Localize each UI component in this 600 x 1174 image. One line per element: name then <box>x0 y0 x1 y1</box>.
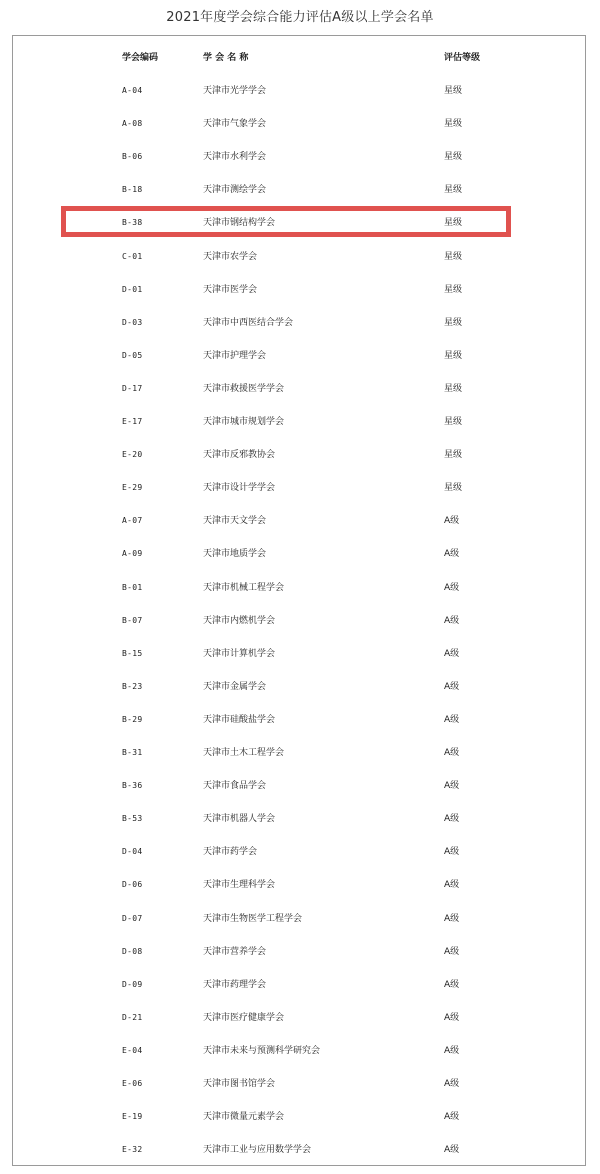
table-row <box>13 280 587 300</box>
row-name: 天津市计算机学会 <box>203 649 276 659</box>
row-code: A-09 <box>122 549 143 558</box>
table-row <box>13 346 587 366</box>
table-row <box>13 1008 587 1028</box>
row-name: 天津市护理学会 <box>203 351 267 361</box>
row-name: 天津市营养学会 <box>203 947 267 957</box>
row-code: D-01 <box>122 285 143 294</box>
row-name: 天津市钢结构学会 <box>203 218 276 228</box>
row-grade: A级 <box>444 1079 460 1089</box>
row-grade: A级 <box>444 516 460 526</box>
table-row <box>13 81 587 101</box>
table-row <box>13 147 587 167</box>
row-name: 天津市农学会 <box>203 252 258 262</box>
row-name: 天津市食品学会 <box>203 781 267 791</box>
row-code: E-04 <box>122 1046 143 1055</box>
table-row <box>13 842 587 862</box>
table-row <box>13 114 587 134</box>
row-name: 天津市反邪教协会 <box>203 450 276 460</box>
row-grade: 星级 <box>444 218 463 228</box>
row-code: D-03 <box>122 318 143 327</box>
row-grade: 星级 <box>444 384 463 394</box>
table-header <box>13 48 587 68</box>
table-row <box>13 379 587 399</box>
table-row <box>13 578 587 598</box>
row-name: 天津市机器人学会 <box>203 814 276 824</box>
row-code: D-07 <box>122 914 143 923</box>
row-code: A-04 <box>122 86 143 95</box>
row-grade: 星级 <box>444 351 463 361</box>
row-name: 天津市机械工程学会 <box>203 583 285 593</box>
row-grade: A级 <box>444 1145 460 1155</box>
table-row <box>13 710 587 730</box>
row-code: E-06 <box>122 1079 143 1088</box>
row-code: B-01 <box>122 583 143 592</box>
row-code: D-17 <box>122 384 143 393</box>
row-code: B-07 <box>122 616 143 625</box>
row-grade: A级 <box>444 715 460 725</box>
row-name: 天津市工业与应用数学学会 <box>203 1145 312 1155</box>
row-name: 天津市中西医结合学会 <box>203 318 294 328</box>
table-row <box>13 180 587 200</box>
row-name: 天津市微量元素学会 <box>203 1112 285 1122</box>
row-code: D-09 <box>122 980 143 989</box>
table-row <box>13 445 587 465</box>
table-row <box>13 1140 587 1160</box>
row-name: 天津市土木工程学会 <box>203 748 285 758</box>
row-grade: 星级 <box>444 252 463 262</box>
row-code: B-31 <box>122 748 143 757</box>
row-grade: A级 <box>444 616 460 626</box>
row-code: D-21 <box>122 1013 143 1022</box>
header-grade: 评估等级 <box>444 53 481 63</box>
row-grade: A级 <box>444 814 460 824</box>
row-code: D-08 <box>122 947 143 956</box>
row-code: D-04 <box>122 847 143 856</box>
row-name: 天津市未来与预测科学研究会 <box>203 1046 321 1056</box>
row-name: 天津市内燃机学会 <box>203 616 276 626</box>
table-row <box>13 677 587 697</box>
table-row <box>13 1041 587 1061</box>
row-name: 天津市地质学会 <box>203 549 267 559</box>
row-code: B-18 <box>122 185 143 194</box>
row-name: 天津市医疗健康学会 <box>203 1013 285 1023</box>
table-row <box>13 313 587 333</box>
table-row <box>13 875 587 895</box>
row-grade: A级 <box>444 980 460 990</box>
row-code: E-32 <box>122 1145 143 1154</box>
row-grade: A级 <box>444 682 460 692</box>
row-code: E-20 <box>122 450 143 459</box>
row-code: B-29 <box>122 715 143 724</box>
row-grade: A级 <box>444 947 460 957</box>
row-grade: 星级 <box>444 450 463 460</box>
row-code: B-15 <box>122 649 143 658</box>
row-grade: 星级 <box>444 185 463 195</box>
row-name: 天津市光学学会 <box>203 86 267 96</box>
row-grade: 星级 <box>444 86 463 96</box>
table-row <box>13 511 587 531</box>
row-grade: 星级 <box>444 285 463 295</box>
row-code: B-23 <box>122 682 143 691</box>
row-code: B-06 <box>122 152 143 161</box>
row-name: 天津市天文学会 <box>203 516 267 526</box>
table-row <box>13 611 587 631</box>
row-grade: A级 <box>444 781 460 791</box>
table-row <box>13 743 587 763</box>
row-code: D-06 <box>122 880 143 889</box>
table-frame <box>12 35 586 1166</box>
row-grade: A级 <box>444 847 460 857</box>
row-name: 天津市城市规划学会 <box>203 417 285 427</box>
row-code: D-05 <box>122 351 143 360</box>
table-row <box>13 942 587 962</box>
row-code: A-08 <box>122 119 143 128</box>
row-code: E-29 <box>122 483 143 492</box>
row-name: 天津市金属学会 <box>203 682 267 692</box>
row-name: 天津市生理科学会 <box>203 880 276 890</box>
page-title: 2021年度学会综合能力评估A级以上学会名单 <box>166 10 434 25</box>
row-code: E-19 <box>122 1112 143 1121</box>
row-code: B-36 <box>122 781 143 790</box>
row-name: 天津市硅酸盐学会 <box>203 715 276 725</box>
row-grade: A级 <box>444 549 460 559</box>
row-grade: A级 <box>444 748 460 758</box>
table-row <box>13 776 587 796</box>
row-grade: A级 <box>444 1046 460 1056</box>
table-row <box>13 544 587 564</box>
row-grade: 星级 <box>444 152 463 162</box>
header-code: 学会编码 <box>122 53 159 63</box>
row-code: C-01 <box>122 252 143 261</box>
table-row <box>13 412 587 432</box>
table-row <box>13 809 587 829</box>
table-row <box>13 975 587 995</box>
row-name: 天津市水利学会 <box>203 152 267 162</box>
row-grade: 星级 <box>444 483 463 493</box>
row-grade: A级 <box>444 583 460 593</box>
table-row <box>13 909 587 929</box>
row-grade: A级 <box>444 880 460 890</box>
row-code: B-38 <box>122 218 143 227</box>
row-grade: A级 <box>444 649 460 659</box>
row-grade: A级 <box>444 914 460 924</box>
table-row <box>13 1074 587 1094</box>
row-name: 天津市药学会 <box>203 847 258 857</box>
row-name: 天津市测绘学会 <box>203 185 267 195</box>
row-grade: A级 <box>444 1013 460 1023</box>
row-name: 天津市药理学会 <box>203 980 267 990</box>
table-row <box>13 1107 587 1127</box>
row-code: A-07 <box>122 516 143 525</box>
table-row <box>13 247 587 267</box>
table-row <box>13 213 587 233</box>
row-name: 天津市气象学会 <box>203 119 267 129</box>
row-code: E-17 <box>122 417 143 426</box>
row-name: 天津市救援医学学会 <box>203 384 285 394</box>
row-grade: 星级 <box>444 119 463 129</box>
row-code: B-53 <box>122 814 143 823</box>
row-grade: 星级 <box>444 417 463 427</box>
header-name: 学 会 名 称 <box>203 53 249 63</box>
row-name: 天津市设计学学会 <box>203 483 276 493</box>
table-row <box>13 644 587 664</box>
row-grade: A级 <box>444 1112 460 1122</box>
row-grade: 星级 <box>444 318 463 328</box>
table-row <box>13 478 587 498</box>
row-name: 天津市医学会 <box>203 285 258 295</box>
row-name: 天津市生物医学工程学会 <box>203 914 303 924</box>
row-name: 天津市图书馆学会 <box>203 1079 276 1089</box>
